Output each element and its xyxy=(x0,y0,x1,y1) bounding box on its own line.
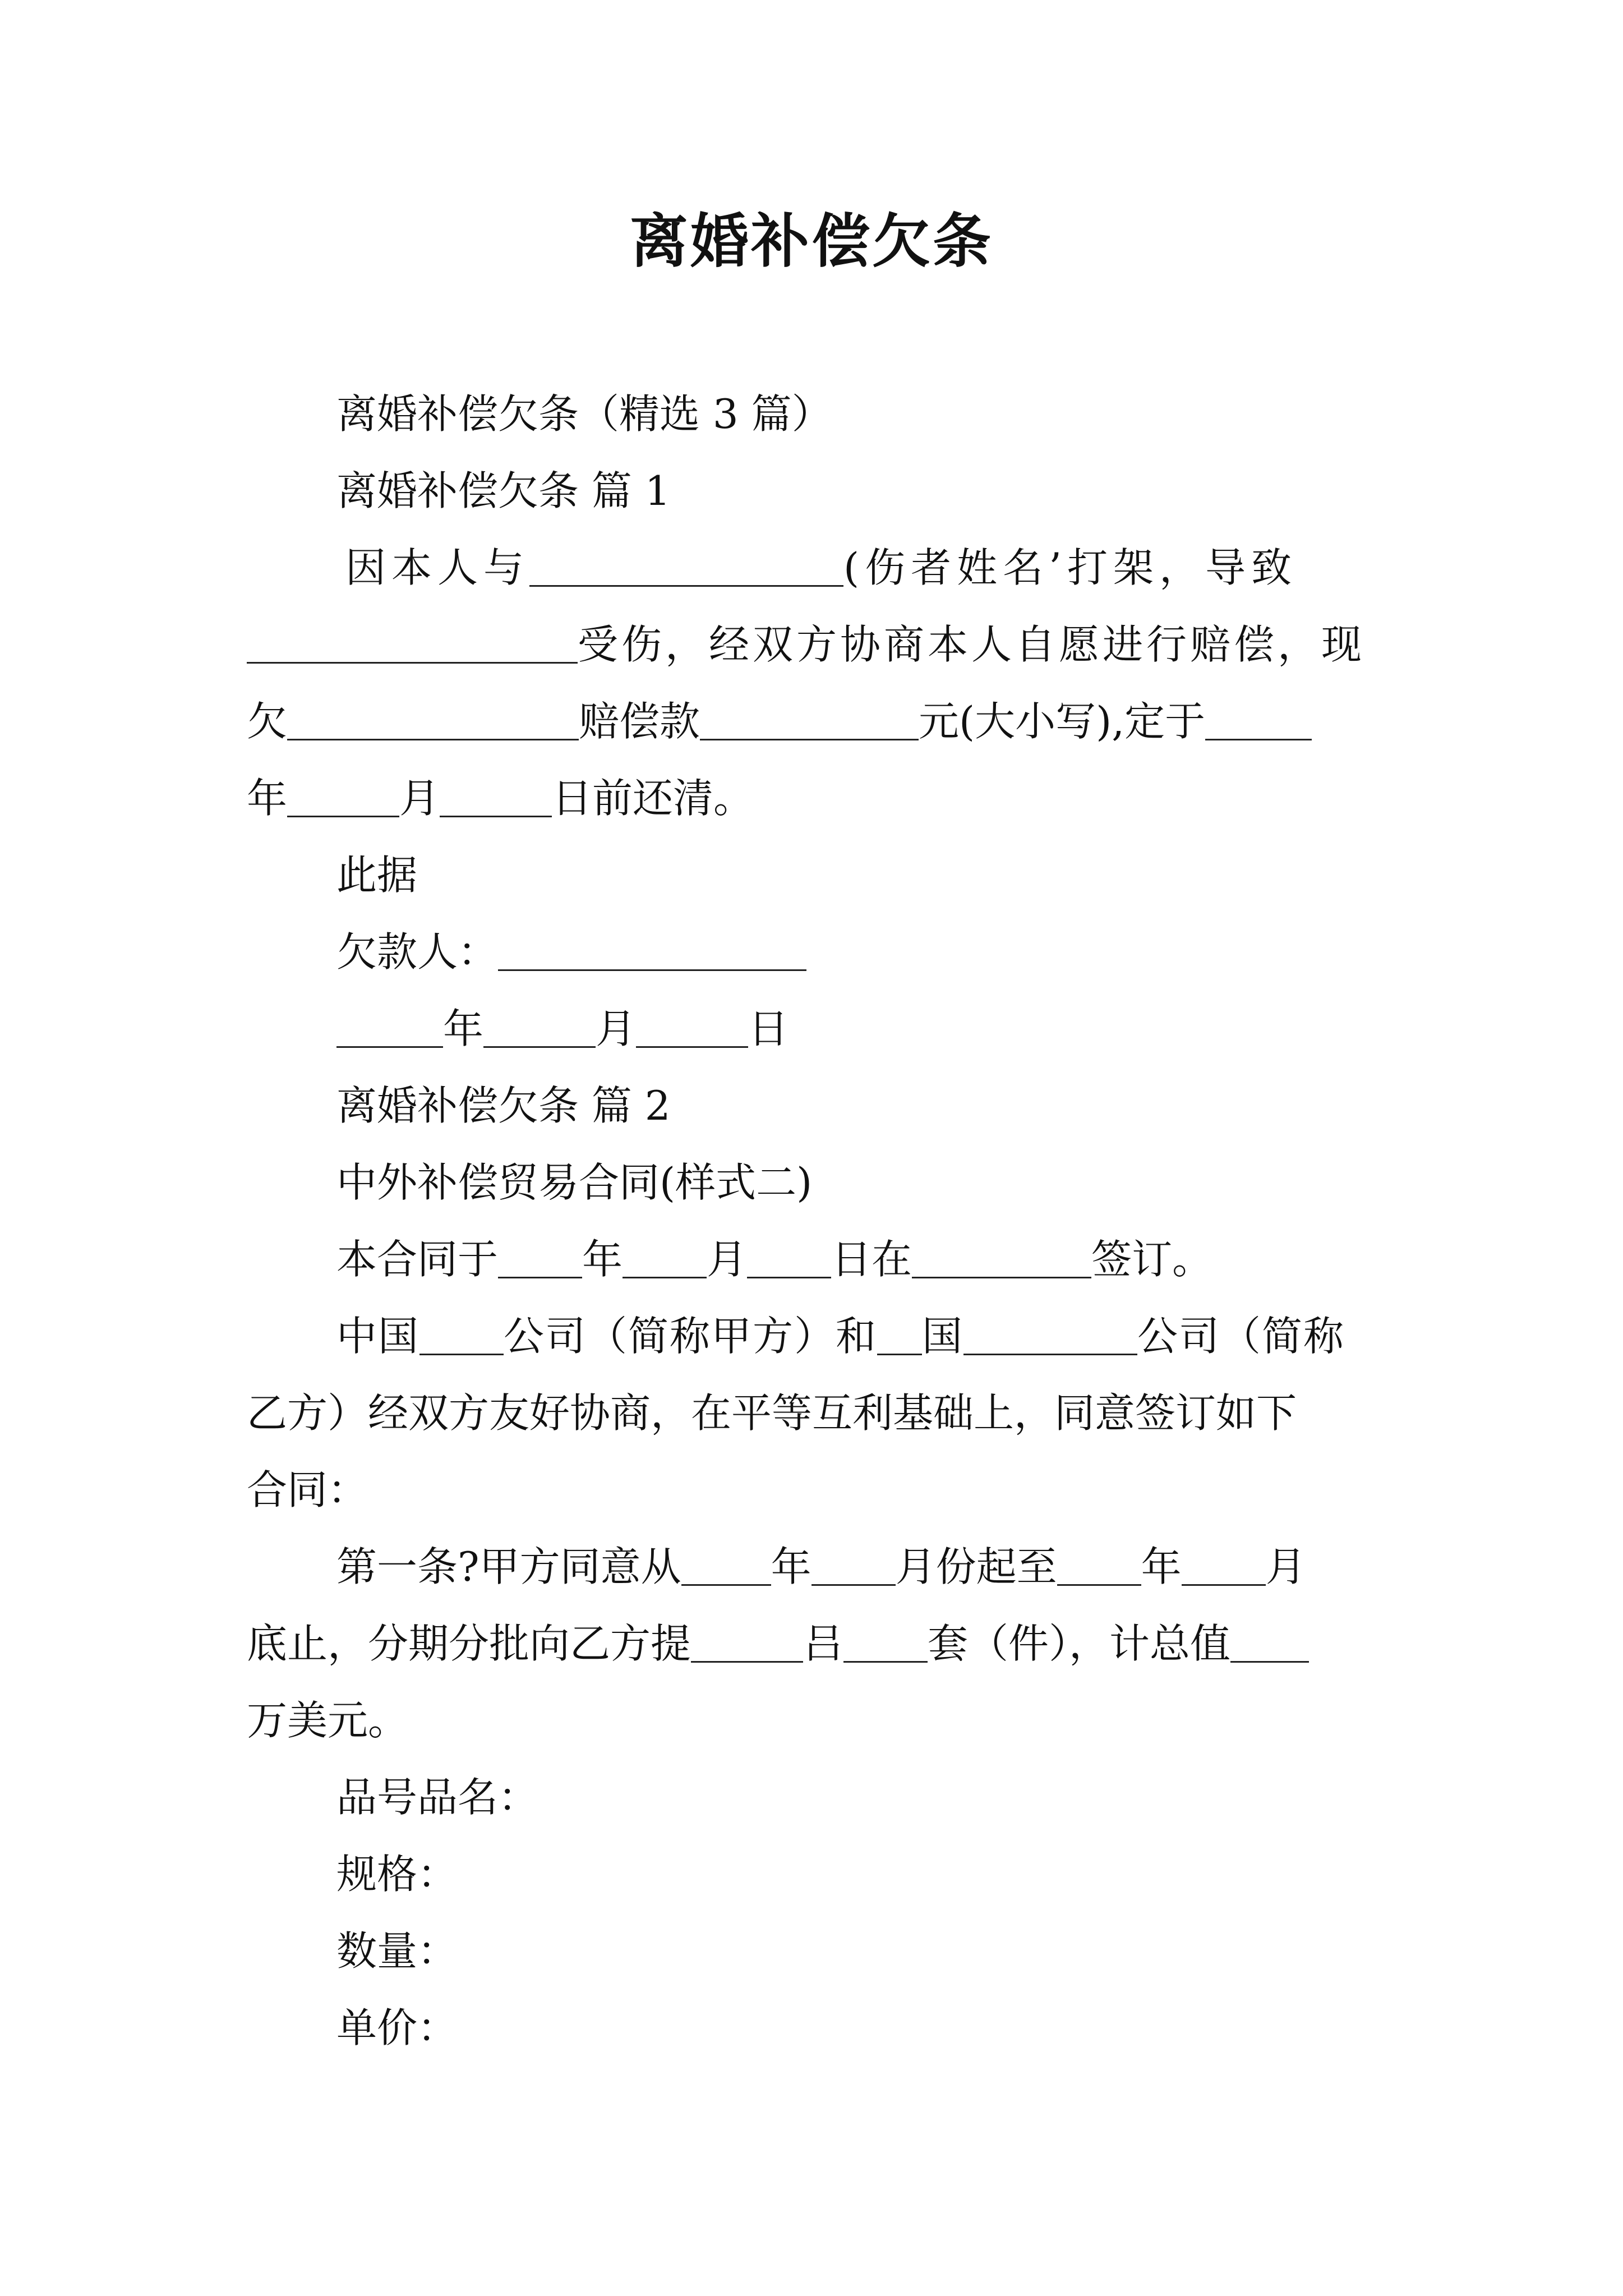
blank-field xyxy=(681,1545,771,1585)
blank-field xyxy=(912,1238,1091,1278)
part2-label: 离婚补偿欠条 篇 2 xyxy=(336,1082,671,1129)
blank-field xyxy=(419,1315,504,1355)
blank-field xyxy=(529,546,843,586)
parties-paragraph: 中国 公司（简称甲方）和 国 公司（简称 乙方）经双方友好协商，在平等互利基础上，同意签订如下 合同： xyxy=(247,1313,1345,1513)
field-product-name: 品号品名： xyxy=(336,1774,539,1821)
blank-field xyxy=(691,1622,803,1662)
blank-field xyxy=(963,1315,1137,1355)
signature-date-line: 年 月 日 xyxy=(247,991,1391,1068)
signing-line: 本合同于 年 月 日在 签订。 xyxy=(336,1236,1213,1283)
cijv-line: 此据 xyxy=(336,852,418,899)
blank-field xyxy=(247,623,578,663)
blank-field xyxy=(483,1007,596,1047)
blank-field xyxy=(1205,700,1312,740)
blank-field xyxy=(498,1238,582,1278)
debtor-signature-blank xyxy=(498,931,806,970)
blank-field xyxy=(287,700,579,740)
field-quantity: 数量： xyxy=(336,1927,458,1975)
blank-field xyxy=(700,700,919,740)
blank-field xyxy=(1057,1545,1141,1585)
debtor-line: 欠款人： xyxy=(247,914,1391,991)
contract-title: 中外补偿贸易合同(样式二) xyxy=(336,1159,813,1206)
part1-label: 离婚补偿欠条 篇 1 xyxy=(336,467,671,514)
blank-field xyxy=(336,1007,443,1047)
blank-field xyxy=(287,777,399,817)
field-spec: 规格： xyxy=(336,1851,458,1898)
blank-field xyxy=(623,1238,707,1278)
blank-field xyxy=(636,1007,748,1047)
blank-field xyxy=(747,1238,831,1278)
blank-field xyxy=(1230,1622,1309,1662)
blank-field xyxy=(843,1622,928,1662)
part1-iou-paragraph: 因本人与 (伤者姓名’打架，导致 受伤，经双方协商本人自愿进行赔偿，现 欠 赔偿款 元(大小写),定于 年 月 日前还清。 xyxy=(247,544,1366,822)
blank-field xyxy=(440,777,552,817)
article-one-paragraph: 第一条?甲方同意从 年 月份起至 年 月 底止，分期分批向乙方提 吕 套（件），计总值 万美元。 xyxy=(247,1529,1391,1759)
blank-field xyxy=(811,1545,896,1585)
blank-field xyxy=(1182,1545,1266,1585)
document-title: 离婚补偿欠条 xyxy=(629,206,993,275)
field-unit-price: 单价： xyxy=(336,2004,458,2051)
document-body xyxy=(247,376,1391,2067)
blank-field xyxy=(877,1315,922,1355)
collection-heading: 离婚补偿欠条（精选 3 篇） xyxy=(336,390,832,438)
